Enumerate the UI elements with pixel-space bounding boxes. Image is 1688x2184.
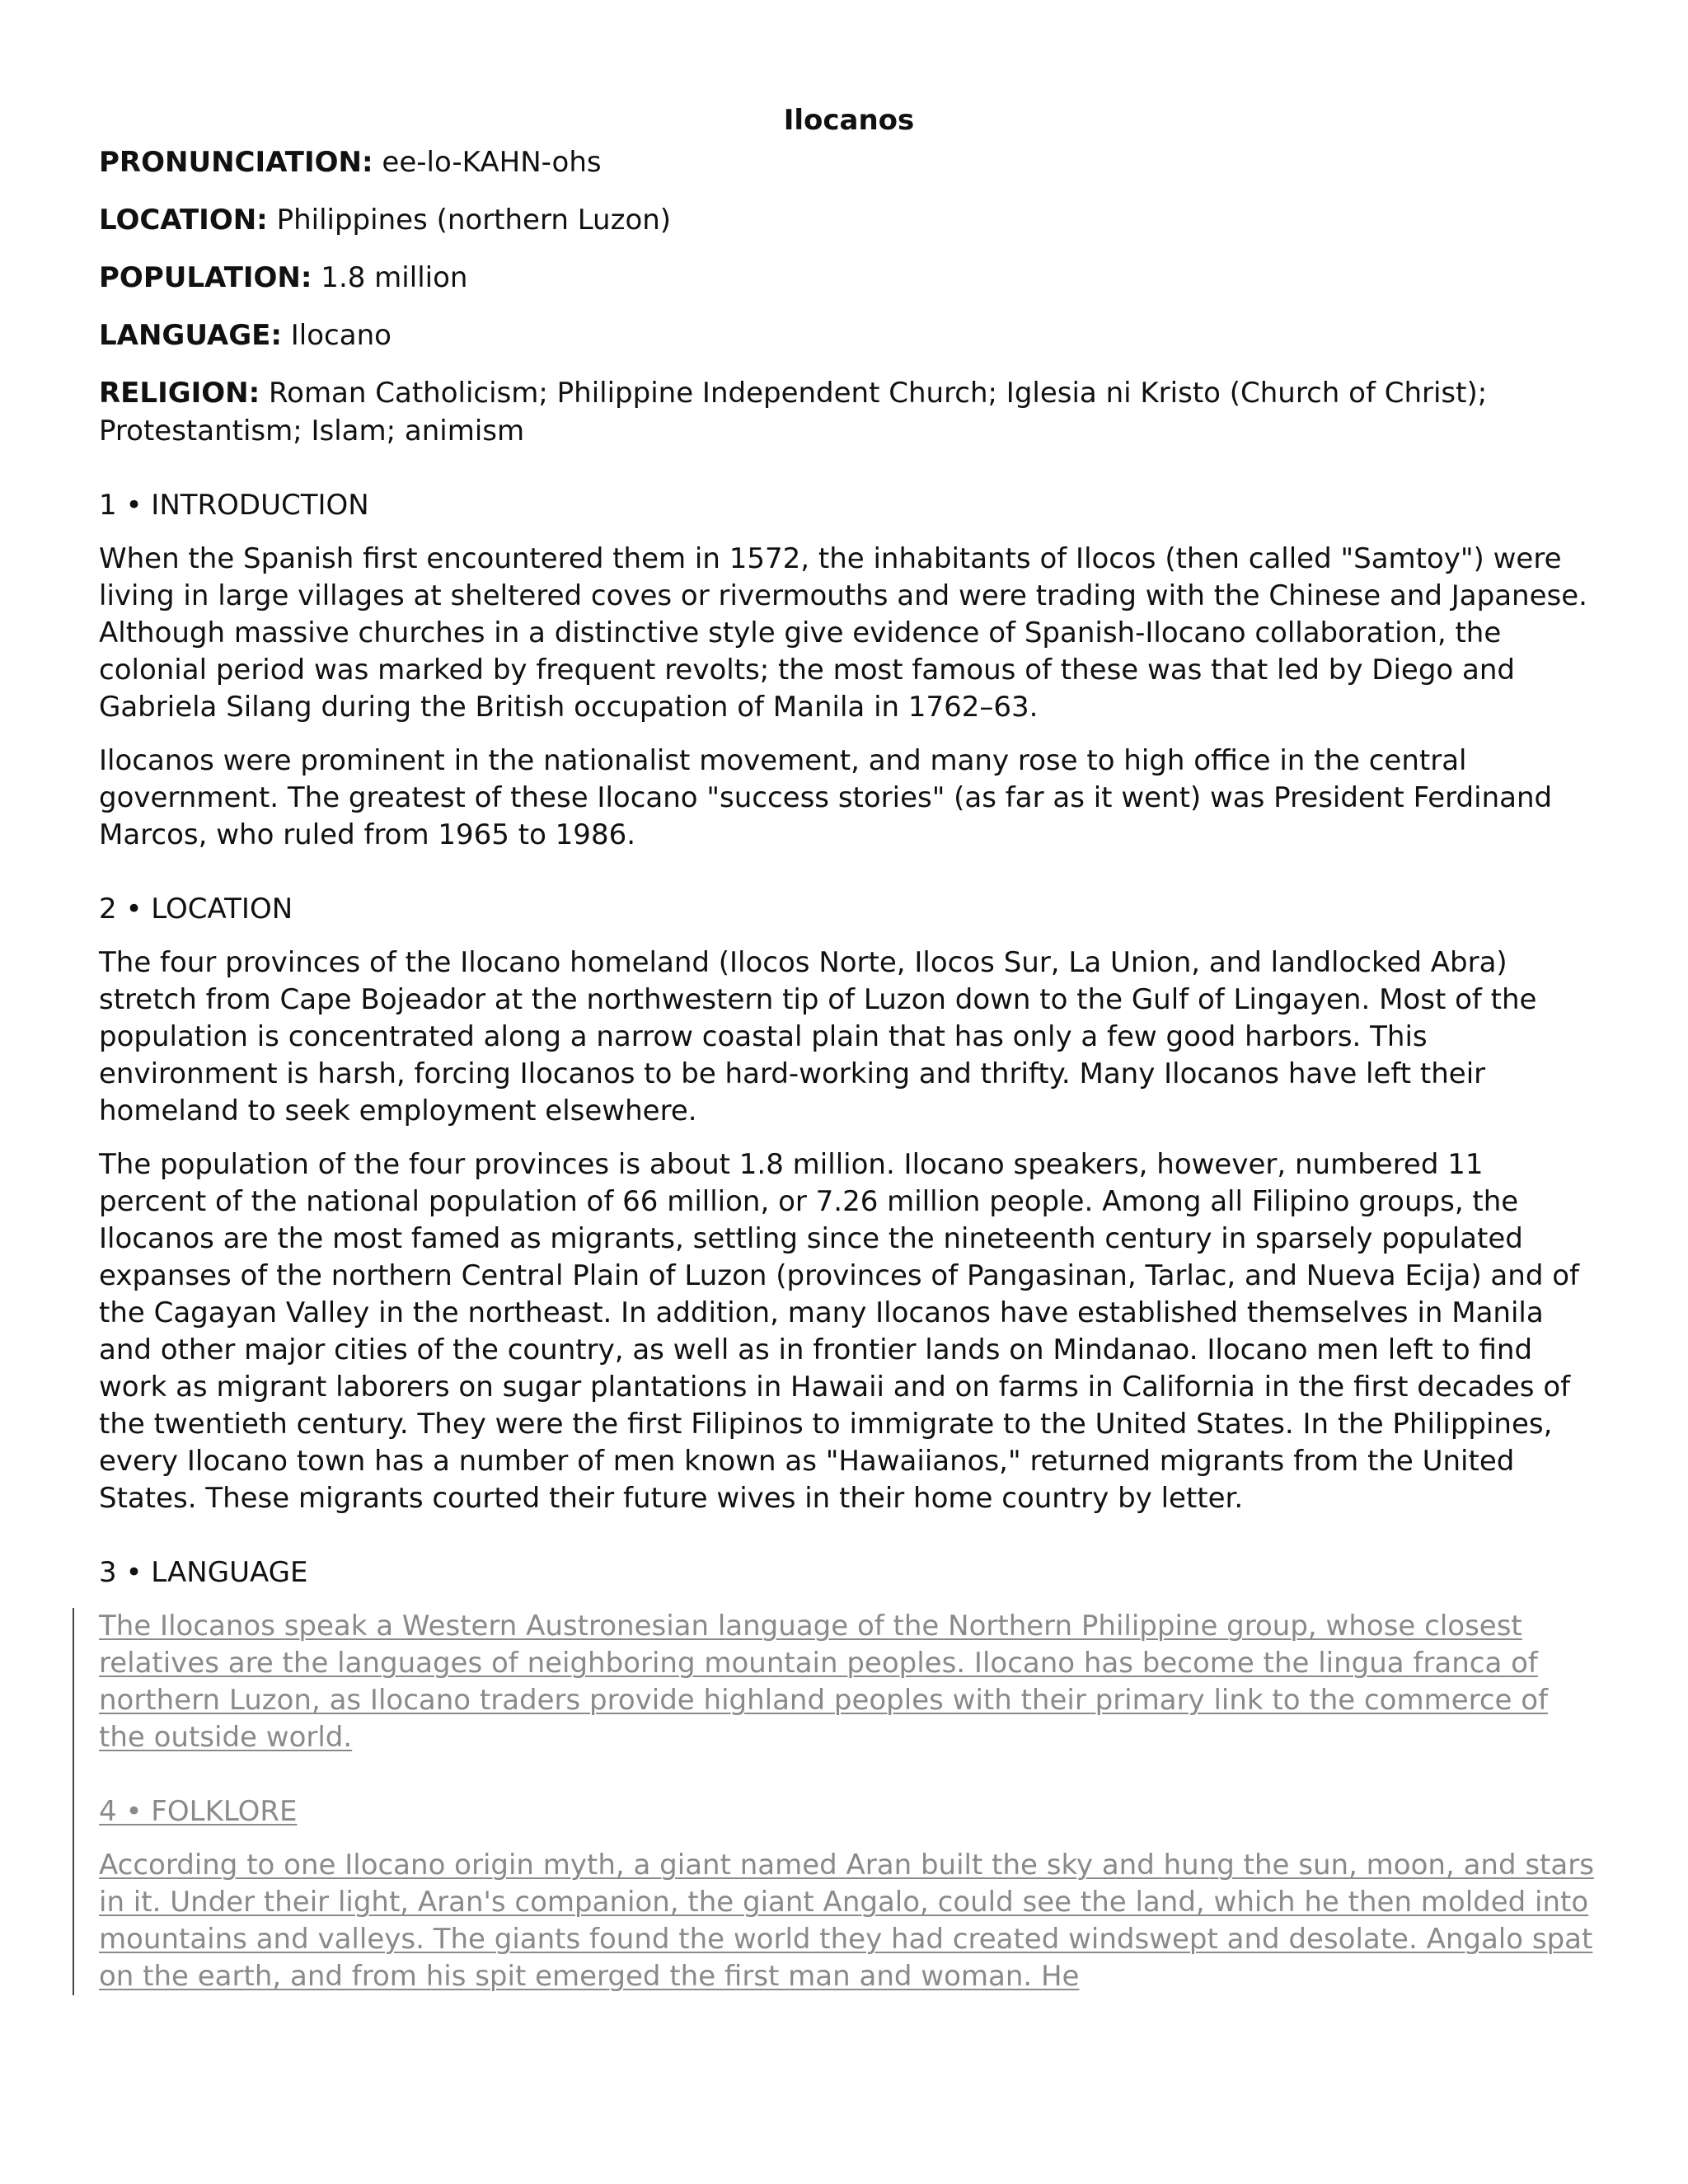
meta-value: Philippines (northern Luzon) — [267, 204, 672, 237]
document-page — [99, 97, 1599, 2012]
meta-key: RELIGION: — [99, 377, 260, 410]
meta-value: 1.8 million — [312, 261, 468, 294]
meta-value: Ilocano — [281, 319, 392, 352]
meta-location — [99, 201, 1599, 239]
meta-language — [99, 316, 1599, 354]
paragraph: The four provinces of the Ilocano homeland (Ilocos Norte, Ilocos Sur, La Union, and landlocked Abra) stretch from Cape Bojeador at the northwestern tip of Luzon down to the Gulf of Lingayen. Most of the population is concentrated along a narrow coastal plain that has only a few good harbors. This environment is harsh, forcing Ilocanos to be hard-working and thrifty. Many Ilocanos have left their homeland to seek employment elsewhere. — [99, 946, 1537, 1127]
meta-population — [99, 259, 1599, 297]
meta-key: PRONUNCIATION: — [99, 146, 373, 179]
section-heading-folklore: 4 • FOLKLORE — [99, 1795, 298, 1828]
paragraph: According to one Ilocano origin myth, a giant named Aran built the sky and hung the sun, moon, and stars in it. Under their light, Aran's companion, the giant Angalo, could see the land, which he then molded into mountains and valleys. The giants found the world they had created windswept and desolate. Angalo spat on the earth, and from his spit emerged the first man and woman. He — [99, 1849, 1594, 1993]
meta-key: POPULATION: — [99, 261, 312, 294]
meta-value: ee-lo-KAHN-ohs — [373, 146, 602, 179]
meta-key: LANGUAGE: — [99, 319, 282, 352]
meta-value: Roman Catholicism; Philippine Independent Church; Iglesia ni Kristo (Church of Christ); Protestantism; Islam; animism — [99, 377, 1488, 448]
section-heading-location: 2 • LOCATION — [99, 893, 293, 926]
paragraph: The population of the four provinces is about 1.8 million. Ilocano speakers, however, numbered 11 percent of the national population of 66 million, or 7.26 million people. Among all Filipino groups, the Ilocanos are the most famed as migrants, settling since the nineteenth century in sparsely populated expanses of the northern Central Plain of Luzon (provinces of Pangasinan, Tarlac, and Nueva Ecija) and of the Cagayan Valley in the northeast. In addition, many Ilocanos have established themselves in Manila and other major cities of the country, as well as in frontier lands on Mindanao. Ilocano men left to find work as migrant laborers on sugar plantations in Hawaii and on farms in California in the first decades of the twentieth century. They were the first Filipinos to immigrate to the United States. In the Philippines, every Ilocano town has a number of men known as "Hawaiianos," returned migrants from the United States. These migrants courted their future wives in their home country by letter. — [99, 1148, 1579, 1515]
meta-pronunciation — [99, 143, 1599, 181]
tracked-change-block — [99, 1608, 1599, 1995]
section-heading-introduction: 1 • INTRODUCTION — [99, 489, 369, 522]
meta-key: LOCATION: — [99, 204, 268, 237]
change-bar — [73, 1608, 74, 1995]
paragraph: Ilocanos were prominent in the nationalist movement, and many rose to high office in the central government. The greatest of these Ilocano "success stories" (as far as it went) was President Ferdinand Marcos, who ruled from 1965 to 1986. — [99, 744, 1553, 851]
document-title: Ilocanos — [783, 104, 915, 137]
paragraph: The Ilocanos speak a Western Austronesian language of the Northern Philippine group, whose closest relatives are the languages of neighboring mountain peoples. Ilocano has become the lingua franca of northern Luzon, as Ilocano traders provide highland peoples with their primary link to the commerce of the outside world. — [99, 1610, 1549, 1754]
meta-religion — [99, 374, 1599, 450]
paragraph: When the Spanish first encountered them in 1572, the inhabitants of Ilocos (then called "Samtoy") were living in large villages at sheltered coves or rivermouths and were trading with the Chinese and Japanese. Although massive churches in a distinctive style give evidence of Spanish-Ilocano collaboration, the colonial period was marked by frequent revolts; the most famous of these was that led by Diego and Gabriela Silang during the British occupation of Manila in 1762–63. — [99, 542, 1587, 724]
section-heading-language: 3 • LANGUAGE — [99, 1556, 308, 1589]
